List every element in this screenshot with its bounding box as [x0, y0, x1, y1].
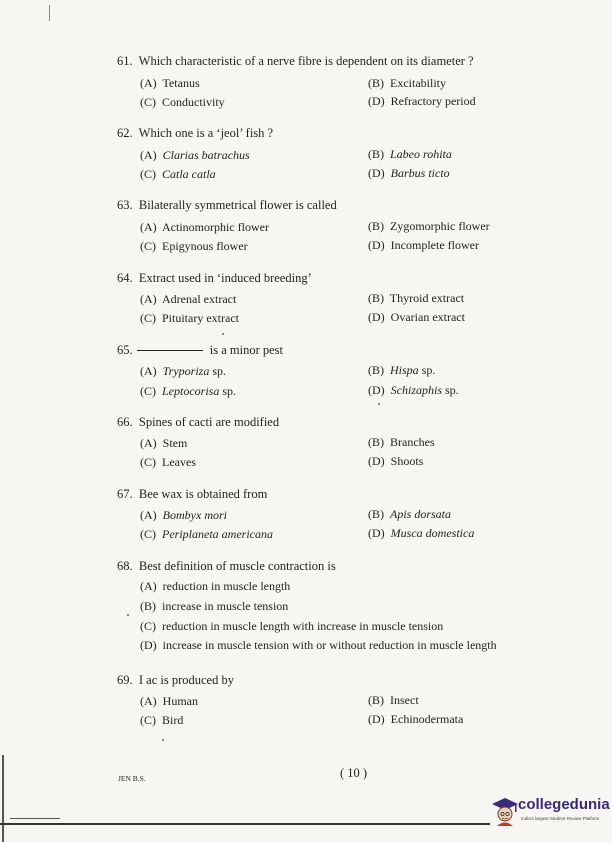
question-stem: 65. is a minor pest [117, 343, 284, 357]
question-stem: 67. Bee wax is obtained from [117, 487, 268, 501]
option-d: (D) Incomplete flower [368, 238, 479, 252]
option-b: (B) Zygomorphic flower [368, 219, 490, 233]
bottom-rule [0, 823, 490, 825]
collegedunia-watermark [490, 793, 610, 831]
option-a: (A) Human [140, 694, 198, 708]
option-d: (D) Shoots [368, 454, 424, 468]
scan-mark [49, 5, 50, 21]
option-c: (C) Bird [140, 713, 184, 727]
option-b: (B) Insect [368, 693, 419, 707]
scan-speck [222, 333, 224, 335]
question-stem: 69. I ac is produced by [117, 673, 234, 687]
option-d: (D) increase in muscle tension with or without reduction in muscle length [140, 638, 497, 652]
option-c: (C) reduction in muscle length with increase in muscle tension [140, 619, 444, 633]
question-stem: 64. Extract used in ‘induced breeding’ [117, 271, 312, 285]
question-stem: 61. Which characteristic of a nerve fibre is dependent on its diameter ? [117, 54, 474, 68]
page-number: ( 10 ) [340, 766, 368, 780]
option-d: (D) Echinodermata [368, 712, 464, 726]
question-stem: 63. Bilaterally symmetrical flower is called [117, 198, 337, 212]
option-c: (C) Epigynous flower [140, 239, 248, 253]
option-b: (B) Branches [368, 435, 435, 449]
option-c: (C) Leptocorisa sp. [140, 384, 237, 398]
option-a: (A) Adrenal extract [140, 292, 237, 306]
brand-name: collegedunia [518, 796, 610, 813]
option-b: (B) Thyroid extract [368, 291, 465, 305]
question-stem: 68. Best definition of muscle contraction is [117, 559, 336, 573]
scan-mark [2, 755, 4, 842]
option-c: (C) Periplaneta americana [140, 527, 273, 541]
option-b: (B) Apis dorsata [368, 507, 452, 521]
option-b: (B) Hispa sp. [368, 363, 436, 377]
option-d: (D) Barbus ticto [368, 166, 450, 180]
option-a: (A) Stem [140, 436, 188, 450]
option-a: (A) Actinomorphic flower [140, 220, 269, 234]
option-c: (C) Catla catla [140, 167, 216, 181]
option-a: (A) Tetanus [140, 76, 200, 90]
option-a: (A) reduction in muscle length [140, 579, 291, 593]
paper-code: JEN B.S. [118, 774, 146, 783]
question-stem: 62. Which one is a ‘jeol’ fish ? [117, 126, 274, 140]
option-d: (D) Musca domestica [368, 526, 475, 540]
option-c: (C) Pituitary extract [140, 311, 239, 325]
scan-speck [162, 739, 164, 741]
option-b: (B) Excitability [368, 76, 446, 90]
option-b: (B) Labeo rohita [368, 147, 452, 161]
question-stem: 66. Spines of cacti are modified [117, 415, 280, 429]
scan-speck [378, 403, 380, 405]
option-a: (A) Bombyx mori [140, 508, 227, 522]
option-d: (D) Refractory period [368, 94, 476, 108]
scan-speck [127, 614, 129, 616]
scan-mark [10, 818, 60, 819]
option-c: (C) Leaves [140, 455, 196, 469]
option-a: (A) Clarias batrachus [140, 148, 250, 162]
option-b: (B) increase in muscle tension [140, 599, 289, 613]
graduate-icon [490, 795, 520, 827]
fill-in-blank [137, 350, 203, 351]
brand-tagline: India's largest Student Review Platform [521, 816, 600, 821]
option-a: (A) Tryporiza sp. [140, 364, 227, 378]
option-d: (D) Schizaphis sp. [368, 383, 459, 397]
option-c: (C) Conductivity [140, 95, 225, 109]
option-d: (D) Ovarian extract [368, 310, 465, 324]
